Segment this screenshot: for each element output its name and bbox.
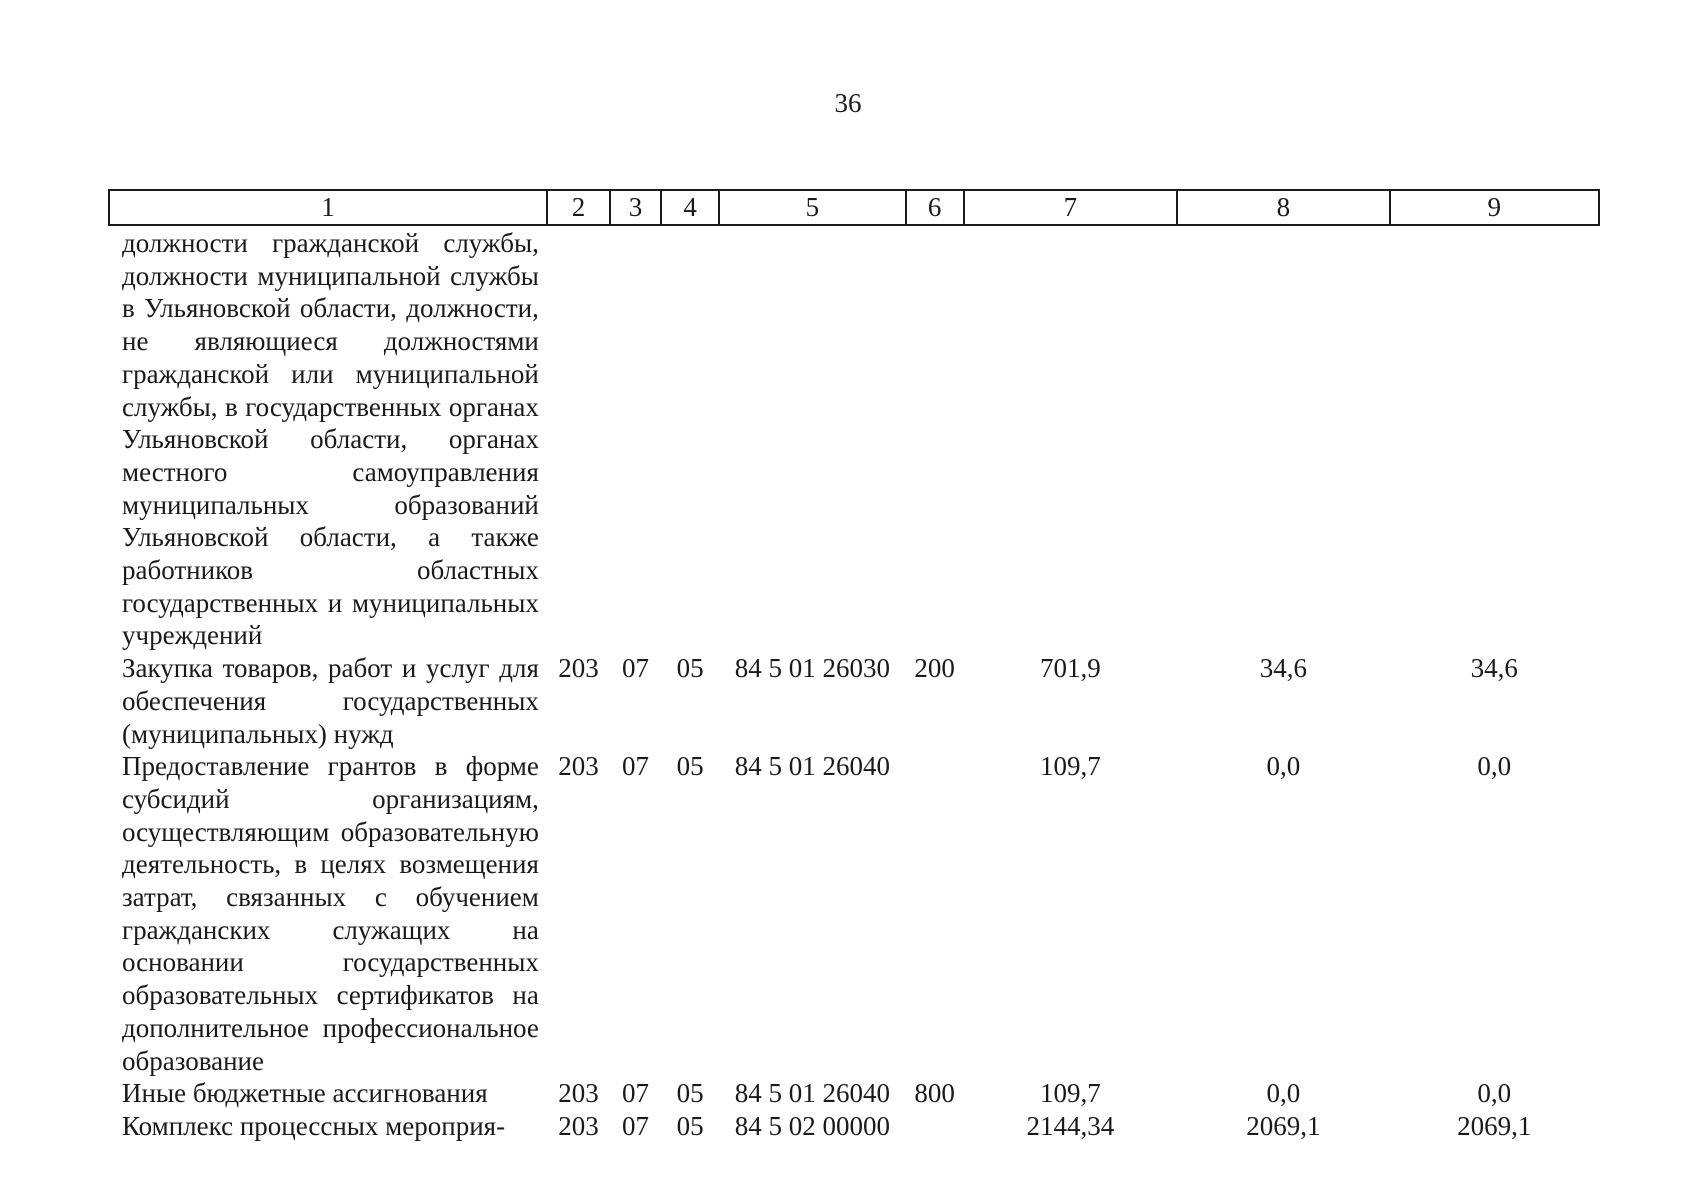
cell-col-4: 05 [676,653,704,684]
row-description: Предоставление грантов в форме субсидий организациям, осуществляющим образовательную деятельность, в целях возмещения затрат, связанных с обучением гражданских служащих на основании государственных образовательных сертификатов на дополнительное профессиональное образование [122,751,539,1076]
column-header-6: 6 [906,190,964,225]
table-row [109,750,1599,1077]
column-header-5: 5 [719,190,905,225]
cell-col-9: 0,0 [1477,751,1512,782]
table-row [109,652,1599,750]
table-row [109,1110,1599,1143]
cell-col-5 [719,225,905,652]
header-row [109,190,1599,225]
table-body [109,225,1599,1143]
row-description: Комплекс процессных мероприя- [122,1110,506,1141]
cell-col-5: 84 5 01 26040 [734,1078,891,1109]
cell-col-3: 07 [622,1110,650,1141]
cell-col-2: 203 [558,1078,599,1109]
cell-col-6 [906,225,964,652]
table-row [109,225,1599,652]
cell-col-2: 203 [558,653,599,684]
row-description: Иные бюджетные ассигнования [122,1078,488,1109]
column-header-2: 2 [547,190,610,225]
cell-col-8 [1177,225,1389,652]
cell-col-3: 07 [622,1078,650,1109]
cell-col-7: 701,9 [1040,653,1101,684]
table-row [109,1077,1599,1110]
cell-col-9: 2069,1 [1457,1110,1532,1141]
column-header-3: 3 [610,190,661,225]
cell-col-8: 0,0 [1266,1078,1301,1109]
cell-col-9: 34,6 [1470,653,1518,684]
cell-col-5: 84 5 01 26040 [734,751,891,782]
cell-col-7 [964,225,1177,652]
cell-col-3 [610,225,661,652]
cell-col-6: 800 [914,1078,955,1109]
cell-col-8: 0,0 [1266,751,1301,782]
cell-col-5: 84 5 02 00000 [734,1110,891,1141]
cell-col-8: 34,6 [1259,653,1307,684]
cell-col-2: 203 [558,751,599,782]
cell-col-2: 203 [558,1110,599,1141]
cell-col-7: 109,7 [1040,751,1101,782]
column-header-7: 7 [964,190,1177,225]
cell-col-6 [906,1110,964,1143]
column-header-1: 1 [109,190,547,225]
column-header-9: 9 [1390,190,1599,225]
row-description: должности гражданской службы, должности муниципальной службы в Ульяновской области, должности, не являющиеся должностями гражданской или муниципальной службы, в государственных органах Ульяновской области, органах местного самоуправления муниципальных образований Ульяновской области, а также работников областных государственных и муниципальных учреждений [122,228,539,651]
cell-col-2 [547,225,610,652]
column-header-8: 8 [1177,190,1389,225]
table-header [109,190,1599,225]
cell-col-4: 05 [676,1078,704,1109]
cell-col-9: 0,0 [1477,1078,1512,1109]
cell-col-7: 109,7 [1040,1078,1101,1109]
cell-col-6: 200 [914,653,955,684]
row-description: Закупка товаров, работ и услуг для обеспечения государственных (муниципальных) нужд [122,653,539,749]
cell-col-8: 2069,1 [1246,1110,1321,1141]
budget-table [108,189,1600,1143]
page-number: 36 [834,88,862,118]
column-header-4: 4 [661,190,719,225]
cell-col-7: 2144,34 [1026,1110,1115,1141]
cell-col-4: 05 [676,1110,704,1141]
cell-col-5: 84 5 01 26030 [734,653,891,684]
cell-col-3: 07 [622,751,650,782]
cell-col-4 [661,225,719,652]
cell-col-4: 05 [676,751,704,782]
cell-col-6 [906,750,964,1077]
cell-col-3: 07 [622,653,650,684]
cell-col-9 [1390,225,1599,652]
